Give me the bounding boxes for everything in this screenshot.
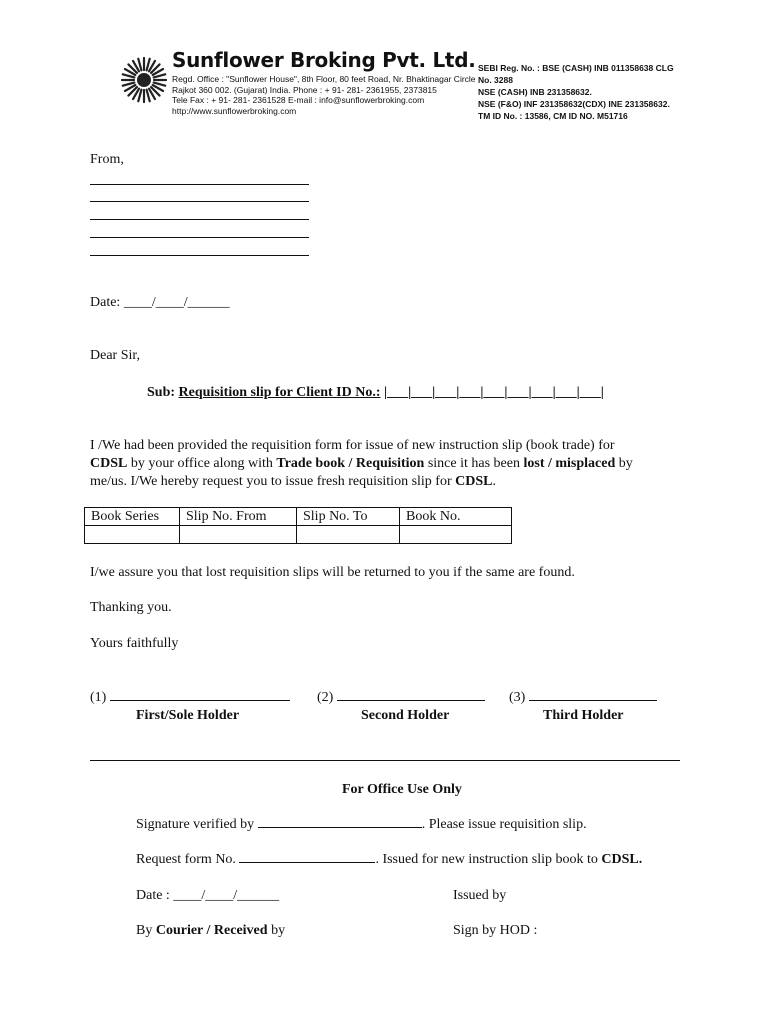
from-address-line-4[interactable] — [90, 237, 309, 238]
body-line-1: I /We had been provided the requisition form for issue of new instruction slip (book trade) for — [90, 438, 615, 453]
body-text: me/us. I/We hereby request you to issue fresh requisition slip for — [90, 474, 456, 489]
cdsl-text: CDSL — [455, 474, 493, 489]
courier-received-text: Courier / Received — [155, 923, 268, 938]
holder-2-label: Second Holder — [361, 708, 450, 723]
book-no-cell[interactable] — [400, 526, 512, 544]
from-address-line-2[interactable] — [90, 201, 309, 202]
sign-by-hod-label: Sign by HOD : — [453, 923, 538, 938]
registration-line: NSE (CASH) INB 231358632. — [478, 87, 592, 97]
thanking-text: Thanking you. — [90, 600, 172, 615]
lost-misplaced-text: lost / misplaced — [523, 456, 616, 471]
issue-slip-text: . Please issue requisition slip. — [421, 817, 587, 832]
petal-shape — [123, 74, 135, 77]
petal-shape — [138, 59, 141, 71]
body-text: by — [615, 456, 633, 471]
header-book-series: Book Series — [85, 508, 180, 526]
petal-shape — [147, 90, 150, 102]
request-form-line[interactable] — [239, 862, 375, 863]
office-use-title: For Office Use Only — [342, 782, 462, 797]
salutation: Dear Sir, — [90, 348, 140, 363]
from-address-line-1[interactable] — [90, 184, 309, 185]
subject-text: Requisition slip for Client ID No.: — [178, 385, 381, 400]
company-name: Sunflower Broking Pvt. Ltd. — [172, 48, 476, 72]
signature-line[interactable] — [337, 700, 485, 701]
holder-number: (3) — [509, 690, 526, 705]
assurance-text: I/we assure you that lost requisition slips will be returned to you if the same are found. — [90, 565, 575, 580]
petal-shape — [123, 83, 135, 86]
issued-for-text: . Issued for new instruction slip book to — [375, 852, 602, 867]
holder-3-signature[interactable] — [509, 690, 657, 706]
address-line: Tele Fax : + 91- 281- 2361528 E-mail : info@sunflowerbroking.com — [172, 95, 425, 105]
header-book-no: Book No. — [400, 508, 512, 526]
by-text: By — [136, 923, 156, 938]
address-line: Regd. Office : "Sunflower House", 8th Floor, 80 feet Road, Nr. Bhaktinagar Circle — [172, 74, 476, 84]
table-header-row — [85, 508, 512, 526]
petal-shape — [154, 74, 166, 77]
from-address-line-3[interactable] — [90, 219, 309, 220]
body-line-3 — [90, 473, 690, 491]
header-slip-from: Slip No. From — [180, 508, 297, 526]
from-label: From, — [90, 152, 124, 167]
petal-shape — [147, 59, 150, 71]
request-form-row — [136, 852, 642, 868]
subject-prefix: Sub: — [147, 385, 179, 400]
header-slip-to: Slip No. To — [297, 508, 400, 526]
subject-line — [147, 385, 604, 401]
sunflower-logo-icon — [120, 56, 168, 104]
office-date-field[interactable]: Date : ____/____/______ — [136, 888, 280, 903]
book-series-cell[interactable] — [85, 526, 180, 544]
request-form-label: Request form No. — [136, 852, 240, 867]
date-field[interactable]: Date: ____/____/______ — [90, 295, 230, 310]
registration-line: NSE (F&O) INF 231358632(CDX) INE 231358632. — [478, 99, 670, 109]
from-address-line-5[interactable] — [90, 255, 309, 256]
body-text: since it has been — [424, 456, 524, 471]
company-address — [172, 74, 476, 116]
signature-line[interactable] — [110, 700, 290, 701]
signature-verified-row — [136, 817, 587, 833]
holder-2-signature[interactable] — [317, 690, 485, 706]
address-line: http://www.sunflowerbroking.com — [172, 105, 297, 116]
body-paragraph — [90, 437, 690, 491]
issued-by-label: Issued by — [453, 888, 507, 903]
petal-shape — [154, 83, 166, 86]
registration-details — [478, 62, 680, 122]
holder-1-label: First/Sole Holder — [136, 708, 240, 723]
slip-table — [84, 507, 512, 544]
body-line-2 — [90, 455, 690, 473]
section-divider — [90, 760, 680, 761]
body-text: by your office along with — [127, 456, 277, 471]
registration-line: SEBI Reg. No. : BSE (CASH) INB 011358638 CLG No. 3288 — [478, 63, 674, 85]
holder-number: (2) — [317, 690, 334, 705]
holder-3-label: Third Holder — [543, 708, 624, 723]
trade-book-text: Trade book / Requisition — [276, 456, 425, 471]
registration-line: TM ID No. : 13586, CM ID NO. M51716 — [478, 111, 628, 121]
signature-line[interactable] — [529, 700, 657, 701]
signature-verified-label: Signature verified by — [136, 817, 258, 832]
by-text: by — [267, 923, 286, 938]
petal-shape — [138, 90, 141, 102]
holder-number: (1) — [90, 690, 107, 705]
holder-1-signature[interactable] — [90, 690, 290, 706]
cdsl-text: CDSL — [90, 456, 128, 471]
slip-from-cell[interactable] — [180, 526, 297, 544]
body-text: . — [492, 474, 496, 489]
courier-row — [136, 923, 285, 939]
address-line: Rajkot 360 002. (Gujarat) India. Phone : + 91- 281- 2361955, 2373815 — [172, 84, 437, 95]
closing-text: Yours faithfully — [90, 636, 179, 651]
slip-to-cell[interactable] — [297, 526, 400, 544]
verifier-line[interactable] — [258, 827, 422, 828]
letterhead — [90, 44, 680, 130]
cdsl-text: CDSL. — [601, 852, 643, 867]
table-row — [85, 526, 512, 544]
client-id-boxes[interactable]: |___|___|___|___|___|___|___|___|___| — [384, 385, 604, 400]
